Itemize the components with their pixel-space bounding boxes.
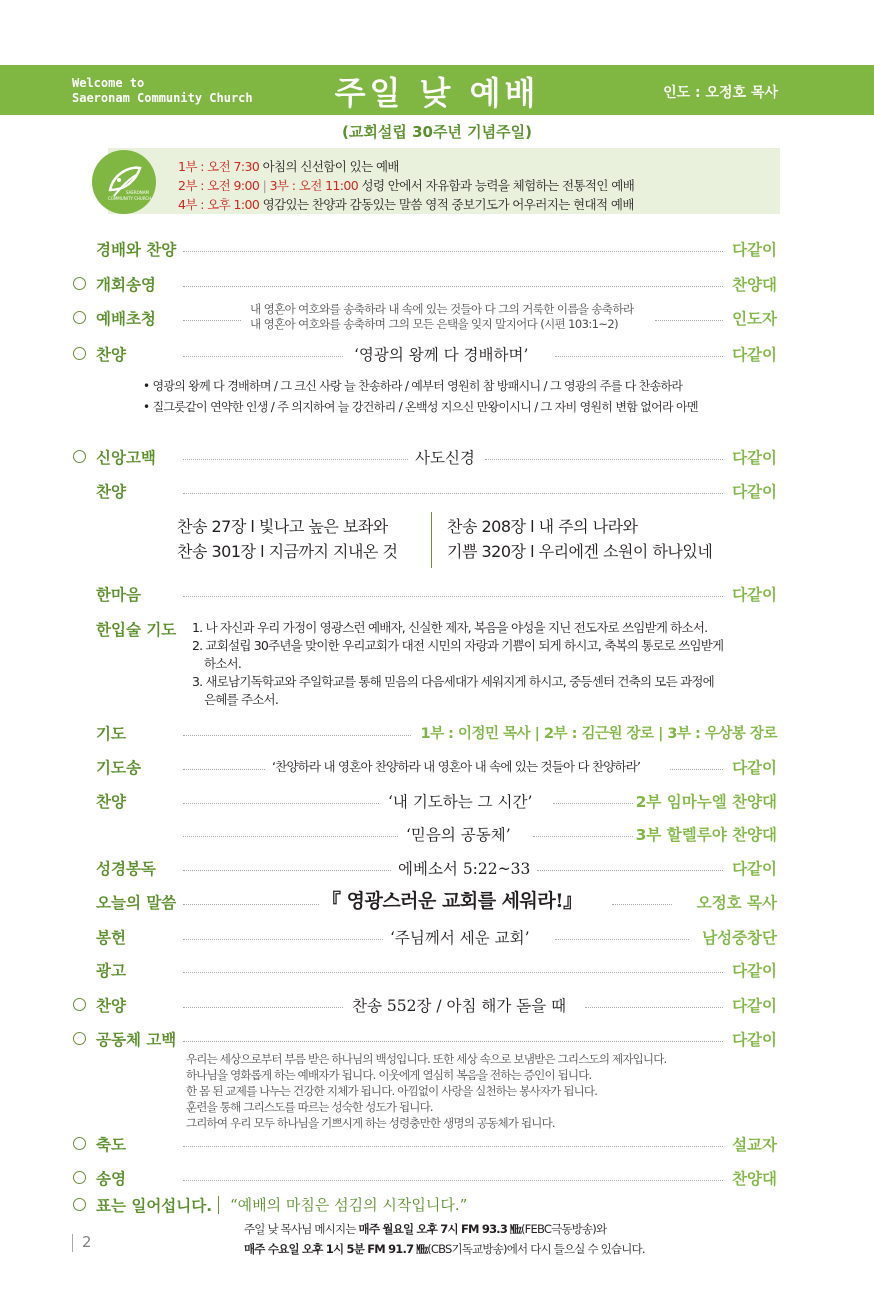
offering-label: 봉헌 xyxy=(96,929,126,947)
broadcast-time: 매주 월요일 오후 7시 FM 93.3 ㎒ xyxy=(358,1222,521,1236)
leader-dots xyxy=(183,870,391,871)
prayer-song-label: 기도송 xyxy=(96,759,141,777)
anthem-label: 찬양 xyxy=(96,793,126,811)
anthem-choir-1: 2부 임마누엘 찬양대 xyxy=(635,793,777,811)
sermon-label: 오늘의 말씀 xyxy=(96,894,177,912)
leader-dots xyxy=(553,803,633,804)
leader-dots xyxy=(670,769,723,770)
page-title: 주일 낮 예배 xyxy=(334,74,540,112)
standing-mark-icon xyxy=(73,450,86,463)
schedule-time-2: 3부 : 오전 11:00 xyxy=(269,178,359,193)
creed-label: 신앙고백 xyxy=(96,449,156,467)
hymn-2: 찬송 301장 l 지금까지 지내온 것 xyxy=(177,542,398,561)
announcements-leader: 다같이 xyxy=(732,962,777,980)
invocation-line-2: 내 영혼아 여호와를 송축하며 그의 모든 은택을 잊지 말지어다 (시편 103:1~2) xyxy=(250,317,618,331)
confession-line: 그리하여 우리 모두 하나님을 기쁘시게 하는 성령충만한 생명의 공동체가 됩니다. xyxy=(186,1116,555,1130)
scripture-label: 성경봉독 xyxy=(96,860,156,878)
confession-line: 훈련을 통해 그리스도를 따르는 성숙한 성도가 됩니다. xyxy=(186,1100,433,1114)
church-leaf-logo-icon xyxy=(92,150,156,214)
leader-dots xyxy=(183,1007,343,1008)
leader-dots xyxy=(183,769,265,770)
anthem-choir-2: 3부 할렐루야 찬양대 xyxy=(635,826,777,844)
invocation-line-1: 내 영혼아 여호와를 송축하라 내 속에 있는 것들아 다 그의 거룩한 이름을 송축하라 xyxy=(250,302,634,316)
welcome-line-1: Welcome to xyxy=(72,76,145,90)
confession-label: 공동체 고백 xyxy=(96,1031,177,1049)
sermon-preacher: 오정호 목사 xyxy=(696,894,777,912)
schedule-time: 1부 : 오전 7:30 xyxy=(178,159,260,174)
anthem-title-2: ‘믿음의 공동체’ xyxy=(406,826,511,844)
worship-praise-label: 경배와 찬양 xyxy=(96,241,177,259)
standing-mark-icon xyxy=(73,1198,86,1211)
anthem-title-1: ‘내 기도하는 그 시간’ xyxy=(388,793,533,811)
schedule-desc: 성령 안에서 자유함과 능력을 체험하는 전통적인 예배 xyxy=(361,178,635,193)
praise-1-title: ‘영광의 왕께 다 경배하며’ xyxy=(354,346,529,364)
leader-dots xyxy=(183,251,723,252)
leader-dots xyxy=(537,870,723,871)
leader-dots xyxy=(183,1146,723,1147)
scripture-leader: 다같이 xyxy=(732,860,777,878)
announcements-label: 광고 xyxy=(96,962,126,980)
leader-dots xyxy=(485,459,723,460)
logo-text-1: SAERONAM xyxy=(126,190,149,195)
leader-dots xyxy=(183,1041,723,1042)
opening-leader: 찬양대 xyxy=(732,276,777,294)
invocation-label: 예배초청 xyxy=(96,310,156,328)
leader-dots xyxy=(585,1007,723,1008)
hymn-4: 기쁨 320장 l 우리에겐 소원이 하나있네 xyxy=(447,542,713,561)
praise-1-leader: 다같이 xyxy=(732,346,777,364)
hymn-1: 찬송 27장 l 빛나고 높은 보좌와 xyxy=(177,517,388,536)
confession-line: 하나님을 영화롭게 하는 예배자가 됩니다. 이웃에게 열심히 복음을 전하는 증인이 됩니다. xyxy=(186,1068,592,1082)
one-heart-leader: 다같이 xyxy=(732,586,777,604)
standing-mark-icon xyxy=(73,998,86,1011)
praise-1-label: 찬양 xyxy=(96,346,126,364)
offering-title: ‘주님께서 세운 교회’ xyxy=(390,929,530,947)
hymn-3: 찬송 208장 l 내 주의 나라와 xyxy=(447,517,638,536)
closing-quote: “예배의 마침은 섬김의 시작입니다.” xyxy=(230,1196,468,1214)
offering-leader: 남성중창단 xyxy=(702,929,777,947)
worship-praise-leader: 다같이 xyxy=(732,241,777,259)
broadcast-line-1 xyxy=(244,1221,606,1237)
praise-1-lyric-1: • 영광의 왕께 다 경배하며 / 그 크신 사랑 늘 찬송하라 / 예부터 영원히 참 방패시니 / 그 영광의 주를 다 찬송하라 xyxy=(143,379,683,393)
praise-3-label: 찬양 xyxy=(96,997,126,1015)
page-divider xyxy=(72,1234,73,1252)
leader-dots xyxy=(183,356,343,357)
broadcast-station: (CBS기독교방송)에서 다시 들으실 수 있습니다. xyxy=(427,1242,645,1256)
confession-line: 한 몸 된 교제를 나누는 건강한 지체가 됩니다. 아낌없이 사랑을 실천하는 봉사자가 됩니다. xyxy=(186,1084,598,1098)
confession-line: 우리는 세상으로부터 부름 받은 하나님의 백성입니다. 또한 세상 속으로 보냄받은 그리스도의 제자입니다. xyxy=(186,1052,667,1066)
prayer-label: 기도 xyxy=(96,725,126,743)
praise-3-leader: 다같이 xyxy=(732,997,777,1015)
leader-dots xyxy=(183,459,408,460)
leader-dots xyxy=(555,356,723,357)
broadcast-line-2 xyxy=(244,1241,645,1257)
welcome-line-2: Saeronam Community Church xyxy=(72,91,253,105)
leader-dots xyxy=(183,320,241,321)
leader-dots xyxy=(555,939,689,940)
leader-dots xyxy=(183,286,723,287)
prayer-song-title: ‘찬양하라 내 영혼아 찬양하라 내 영혼아 내 속에 있는 것들아 다 찬양하라’ xyxy=(272,759,641,774)
leader-dots xyxy=(183,596,723,597)
confession-leader: 다같이 xyxy=(732,1031,777,1049)
logo-text-2: COMMUNITY CHURCH xyxy=(108,196,152,201)
praise-3-title: 찬송 552장 / 아침 해가 돋을 때 xyxy=(352,997,567,1015)
standing-mark-icon xyxy=(73,311,86,324)
schedule-row xyxy=(178,195,634,213)
schedule-row: 2부 : 오전 9:00 | 3부 : 오전 11:00 성령 안에서 자유함과 능력을 체험하는 전통적인 예배 xyxy=(178,178,635,193)
prayer-item-3-cont: 은혜를 주소서. xyxy=(204,692,278,707)
leader-dots xyxy=(183,972,723,973)
broadcast-time: 매주 수요일 오후 1시 5분 FM 91.7 ㎒ xyxy=(244,1242,428,1256)
leader-dots xyxy=(183,1180,723,1181)
leader-dots xyxy=(612,904,672,905)
hymn-divider xyxy=(431,512,432,568)
leader-dots xyxy=(183,493,723,494)
standing-mark-icon xyxy=(73,1032,86,1045)
prayer-item-2-cont: 하소서. xyxy=(204,656,241,671)
prayer-item-3: 3. 새로남기독학교와 주일학교를 통해 믿음의 다음세대가 세워지게 하시고, 중등센터 건축의 모든 과정에 xyxy=(192,674,714,689)
praise-2-leader: 다같이 xyxy=(732,483,777,501)
standing-mark-icon xyxy=(73,1171,86,1184)
praise-1-lyric-2: • 질그릇같이 연약한 인생 / 주 의지하여 늘 강건하리 / 온백성 지으신 만왕이시니 / 그 자비 영원히 변함 없어라 아멘 xyxy=(143,400,698,414)
doxology-leader: 찬양대 xyxy=(732,1170,777,1188)
sermon-title: 『 영광스러운 교회를 세워라!』 xyxy=(322,890,582,912)
creed-leader: 다같이 xyxy=(732,449,777,467)
leader-dots xyxy=(183,735,411,736)
praise-2-label: 찬양 xyxy=(96,483,126,501)
leader-dots xyxy=(183,939,383,940)
subtitle: (교회설립 30주년 기념주일) xyxy=(342,123,532,141)
standing-mark-icon xyxy=(73,277,86,290)
schedule-time: 2부 : 오전 9:00 xyxy=(178,178,260,193)
worship-leader: 인도 : 오정호 목사 xyxy=(663,85,778,101)
schedule-row xyxy=(178,157,399,175)
page-number: 2 xyxy=(82,1233,92,1251)
leader-dots xyxy=(183,836,398,837)
scripture-ref: 에베소서 5:22~33 xyxy=(398,860,531,878)
standing-note: 표는 일어섭니다. xyxy=(96,1197,213,1215)
prayer-item-1: 1. 나 자신과 우리 가정이 영광스런 예배자, 신실한 제자, 복음을 야성을 지닌 전도자로 쓰임받게 하소서. xyxy=(192,620,708,635)
creed-title: 사도신경 xyxy=(415,449,475,467)
schedule-desc: 아침의 신선함이 있는 예배 xyxy=(262,159,399,174)
leader-dots xyxy=(183,803,379,804)
standing-mark-icon xyxy=(73,1137,86,1150)
leader-dots xyxy=(183,904,319,905)
unison-prayer-label: 한입술 기도 xyxy=(96,621,177,639)
prayer-leaders: 1부 : 이정민 목사 | 2부 : 김근원 장로 | 3부 : 우상봉 장로 xyxy=(420,726,777,742)
divider xyxy=(218,1196,219,1214)
standing-mark-icon xyxy=(73,347,86,360)
broadcast-station: (FEBC극동방송)와 xyxy=(520,1222,607,1236)
schedule-desc: 영감있는 찬양과 감동있는 말씀 영적 중보기도가 어우러지는 현대적 예배 xyxy=(262,197,634,212)
benediction-label: 축도 xyxy=(96,1136,126,1154)
header-band xyxy=(0,65,874,115)
one-heart-label: 한마음 xyxy=(96,586,141,604)
opening-label: 개회송영 xyxy=(96,276,156,294)
prayer-item-2: 2. 교회설립 30주년을 맞이한 우리교회가 대전 시민의 자랑과 기쁨이 되게 하시고, 축복의 통로로 쓰임받게 xyxy=(192,638,724,653)
invocation-leader: 인도자 xyxy=(732,310,777,328)
broadcast-text: 주일 낮 목사님 메시지는 xyxy=(244,1222,359,1236)
leader-dots xyxy=(655,320,723,321)
doxology-label: 송영 xyxy=(96,1170,126,1188)
leader-dots xyxy=(533,836,633,837)
benediction-leader: 설교자 xyxy=(732,1136,777,1154)
schedule-time: 4부 : 오후 1:00 xyxy=(178,197,260,212)
prayer-song-leader: 다같이 xyxy=(732,759,777,777)
